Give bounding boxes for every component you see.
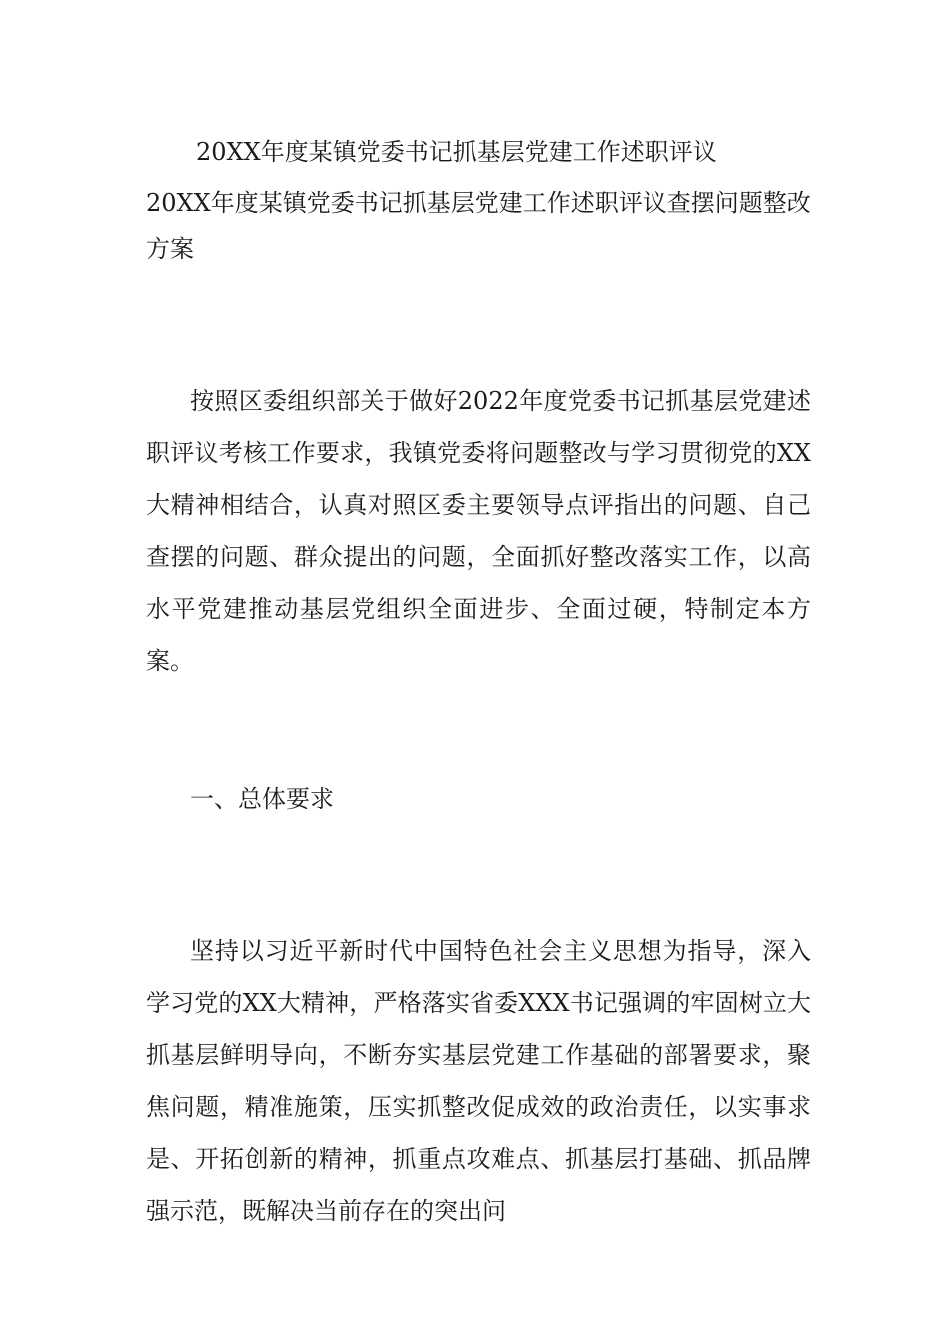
section-heading-general-requirements: 一、总体要求 xyxy=(190,785,334,813)
section1-paragraph: 坚持以习近平新时代中国特色社会主义思想为指导，深入学习党的XX大精神，严格落实省委XXX书记强调的牢固树立大抓基层鲜明导向，不断夯实基层党建工作基础的部署要求，聚焦问题，精准施策，压实抓整改促成效的政治责任，以实事求是、开拓创新的精神，抓重点攻难点、抓基层打基础、抓品牌强示范，既解决当前存在的突出问 xyxy=(146,937,811,1225)
intro-paragraph: 按照区委组织部关于做好2022年度党委书记抓基层党建述职评议考核工作要求，我镇党委将问题整改与学习贯彻党的XX大精神相结合，认真对照区委主要领导点评指出的问题、自己查摆的问题、群众提出的问题，全面抓好整改落实工作，以高水平党建推动基层党组织全面进步、全面过硬，特制定本方案。 xyxy=(146,387,811,675)
document-title-line1: 20XX年度某镇党委书记抓基层党建工作述职评议 xyxy=(196,138,717,166)
document-title-line2: 20XX年度某镇党委书记抓基层党建工作述职评议查摆问题整改方案 xyxy=(146,189,811,263)
